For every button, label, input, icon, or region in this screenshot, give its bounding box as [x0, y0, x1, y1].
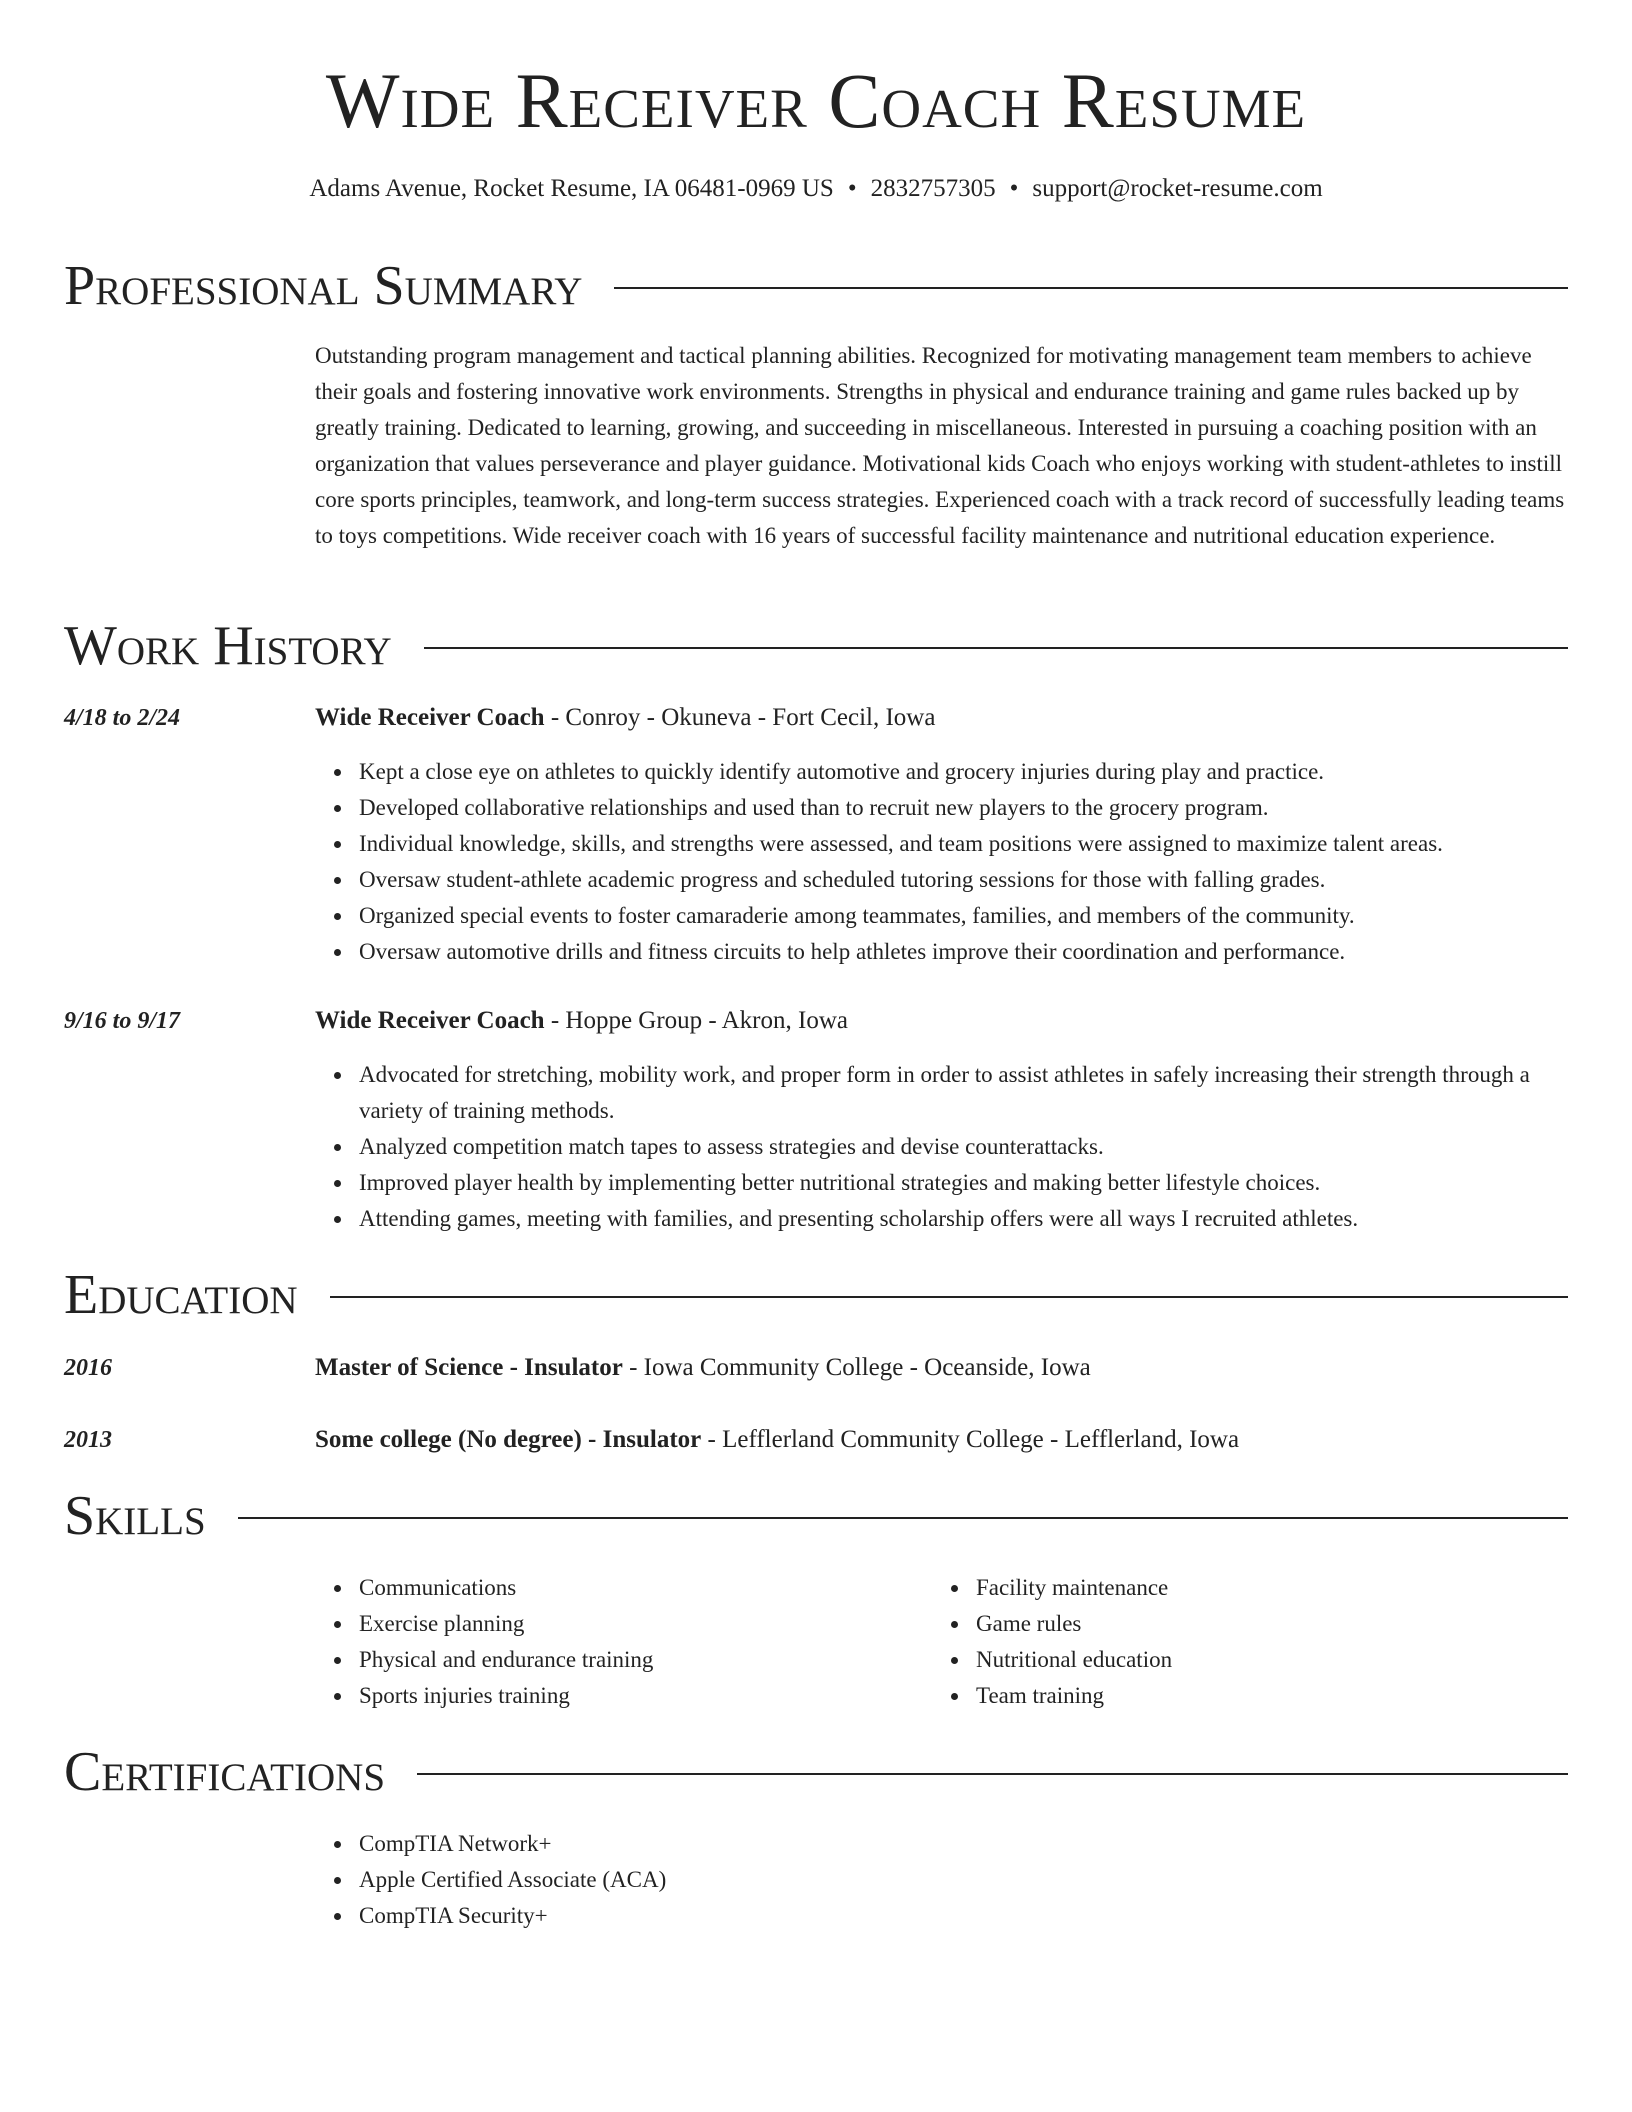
job-dates: 9/16 to 9/17	[64, 1008, 181, 1034]
section-divider	[614, 287, 1568, 289]
education-details: - Iowa Community College - Oceanside, Iowa	[622, 1354, 1091, 1381]
job-title-line	[315, 1003, 1568, 1039]
education-degree: Some college (No degree) - Insulator	[315, 1426, 702, 1453]
list-item: Nutritional education	[976, 1642, 1568, 1678]
job-title: Wide Receiver Coach	[315, 1007, 545, 1034]
section-header-work-history	[64, 616, 1568, 676]
list-item: Oversaw automotive drills and fitness circuits to help athletes improve their coordination and performance.	[359, 934, 1568, 970]
section-header-certifications	[64, 1742, 1568, 1802]
list-item: Attending games, meeting with families, and presenting scholarship offers were all ways I recruited athletes.	[359, 1201, 1568, 1237]
list-item: Physical and endurance training	[359, 1642, 939, 1678]
list-item: Apple Certified Associate (ACA)	[359, 1862, 1568, 1898]
section-divider	[330, 1296, 1568, 1298]
education-degree: Master of Science - Insulator	[315, 1354, 623, 1381]
contact-email: support@rocket-resume.com	[1032, 175, 1323, 202]
list-item: CompTIA Network+	[359, 1826, 1568, 1862]
list-item: Advocated for stretching, mobility work, and proper form in order to assist athletes in safely increasing their strength through a variety of training methods.	[359, 1057, 1568, 1129]
education-year: 2013	[64, 1427, 112, 1453]
list-item: Oversaw student-athlete academic progress and scheduled tutoring sessions for those with falling grades.	[359, 862, 1568, 898]
list-item: Game rules	[976, 1606, 1568, 1642]
job-details: - Hoppe Group - Akron, Iowa	[544, 1007, 848, 1034]
education-line	[315, 1350, 1568, 1386]
section-title-education: Education	[64, 1264, 298, 1326]
list-item: Developed collaborative relationships and used than to recruit new players to the grocery program.	[359, 790, 1568, 826]
job-title-line	[315, 700, 1568, 736]
section-header-summary	[64, 256, 1568, 316]
job-dates: 4/18 to 2/24	[64, 705, 181, 731]
section-title-work-history: Work History	[64, 615, 392, 677]
list-item: Sports injuries training	[359, 1678, 939, 1714]
contact-phone: 2832757305	[870, 175, 996, 202]
list-item: Organized special events to foster camaraderie among teammates, families, and members of the community.	[359, 898, 1568, 934]
section-divider	[238, 1517, 1568, 1519]
job-details: - Conroy - Okuneva - Fort Cecil, Iowa	[544, 704, 936, 731]
section-header-education	[64, 1265, 1568, 1325]
education-year: 2016	[64, 1355, 112, 1381]
list-item: CompTIA Security+	[359, 1898, 1568, 1934]
list-item: Improved player health by implementing better nutritional strategies and making better lifestyle choices.	[359, 1165, 1568, 1201]
list-item: Exercise planning	[359, 1606, 939, 1642]
list-item: Individual knowledge, skills, and strengths were assessed, and team positions were assigned to maximize talent areas.	[359, 826, 1568, 862]
list-item: Analyzed competition match tapes to assess strategies and devise counterattacks.	[359, 1129, 1568, 1165]
section-header-skills	[64, 1486, 1568, 1546]
certifications-list	[315, 1826, 1568, 1934]
skills-list-left	[315, 1570, 939, 1714]
section-title-certifications: Certifications	[64, 1741, 386, 1803]
section-divider	[417, 1773, 1568, 1775]
job-bullet-list	[315, 754, 1568, 970]
list-item: Facility maintenance	[976, 1570, 1568, 1606]
contact-address: Adams Avenue, Rocket Resume, IA 06481-0969 US	[309, 175, 834, 202]
contact-separator: •	[1009, 175, 1019, 202]
list-item: Team training	[976, 1678, 1568, 1714]
contact-separator: •	[847, 175, 857, 202]
contact-line	[0, 176, 1632, 201]
resume-title: Wide Receiver Coach Resume	[325, 57, 1307, 144]
list-item: Kept a close eye on athletes to quickly identify automotive and grocery injuries during play and practice.	[359, 754, 1568, 790]
education-details: - Lefflerland Community College - Lefflerland, Iowa	[701, 1426, 1240, 1453]
education-line	[315, 1422, 1568, 1458]
job-title: Wide Receiver Coach	[315, 704, 545, 731]
job-bullet-list	[315, 1057, 1568, 1237]
summary-text: Outstanding program management and tactical planning abilities. Recognized for motivating management team members to achieve their goals and fostering innovative work environments. Strengths in physical and endurance training and game rules backed up by greatly training. Dedicated to learning, growing, and succeeding in miscellaneous. Interested in pursuing a coaching position with an organization that values perseverance and player guidance. Motivational kids Coach who enjoys working with student-athletes to instill core sports principles, teamwork, and long-term success strategies. Experienced coach with a track record of successfully leading teams to toys competitions. Wide receiver coach with 16 years of successful facility maintenance and nutritional education experience.	[315, 343, 1565, 548]
section-divider	[424, 647, 1568, 649]
skills-list-right	[932, 1570, 1568, 1714]
list-item: Communications	[359, 1570, 939, 1606]
section-title-skills: Skills	[64, 1485, 206, 1547]
section-title-summary: Professional Summary	[64, 255, 583, 317]
